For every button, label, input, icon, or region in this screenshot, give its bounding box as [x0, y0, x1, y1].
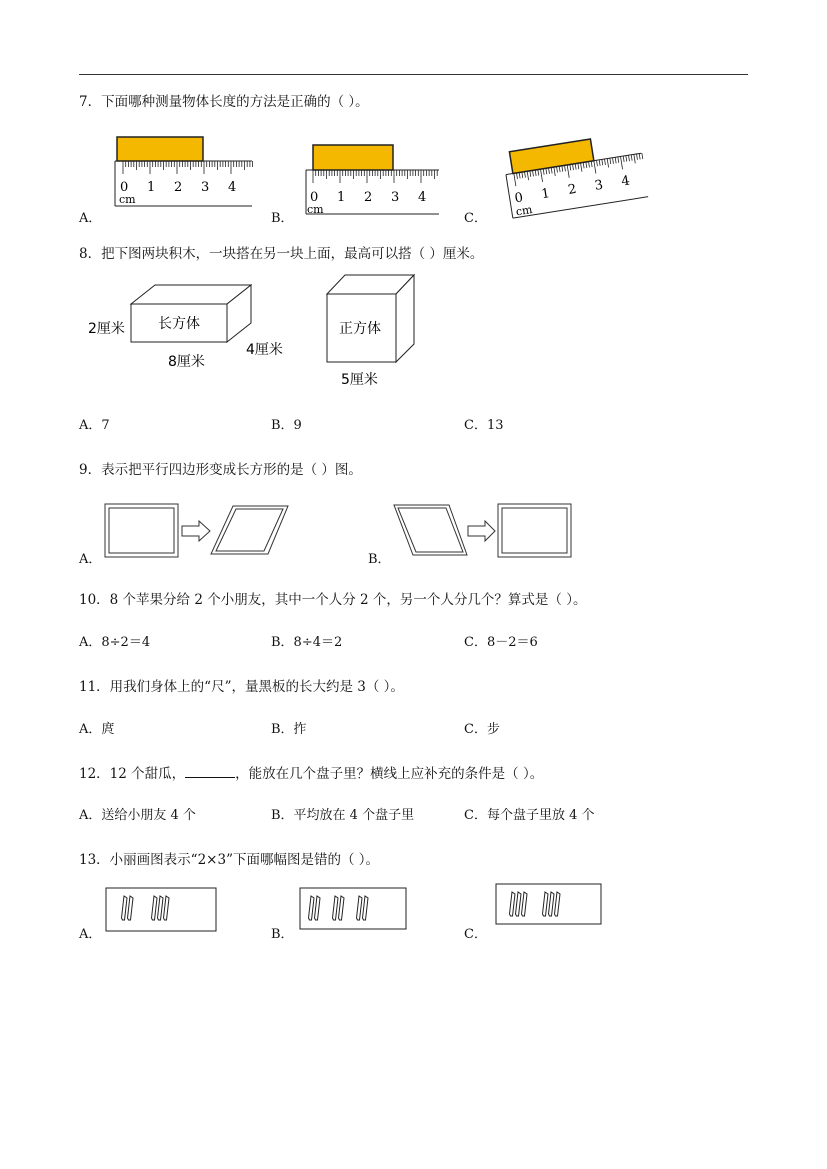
- ruler-tick: [543, 169, 544, 175]
- q7-figure-b: [304, 142, 454, 222]
- q8-cube-figure: [322, 272, 432, 392]
- ruler-tick: [565, 165, 566, 171]
- answer-blank[interactable]: [185, 765, 235, 778]
- ruler-tick: [567, 165, 569, 178]
- tick-label: 1: [337, 190, 346, 205]
- ruler-unit: cm: [307, 203, 324, 216]
- q12-option-a[interactable]: A．送给小朋友 4 个: [79, 808, 196, 823]
- question-13-stem: 13．小丽画图表示“2×3”下面哪幅图是错的（ ）。: [79, 852, 380, 868]
- q13-option-c[interactable]: C．: [464, 927, 487, 942]
- ruler-tick: [605, 159, 606, 165]
- tick-label: 4: [620, 173, 631, 190]
- ruler-tick: [586, 162, 587, 168]
- ruler-tick: [615, 157, 616, 163]
- ruler-tick: [549, 168, 550, 174]
- q13-option-a[interactable]: A．: [79, 927, 102, 942]
- ruler-tick: [581, 163, 582, 172]
- question-10-stem: 10．8 个苹果分给 2 个小朋友，其中一个人分 2 个，另一个人分几个？算式是（ ）。: [79, 592, 587, 608]
- q9-option-a[interactable]: A．: [79, 552, 102, 567]
- ruler-tick: [541, 169, 543, 182]
- tick-label: 4: [228, 180, 237, 195]
- q12-stem-before: 12．12 个甜瓜，: [79, 766, 186, 782]
- arrow-icon: [468, 521, 495, 541]
- ruler-tick: [642, 153, 643, 159]
- cuboid-width-label: 4厘米: [246, 342, 283, 358]
- q9-figure-a: [103, 502, 293, 562]
- ruler-tick: [610, 158, 611, 164]
- ruler-tick: [589, 162, 590, 168]
- tick-label: 3: [201, 180, 210, 195]
- tick-label: 3: [593, 177, 605, 194]
- ruler-tick: [573, 164, 574, 170]
- ruler-tick: [535, 170, 536, 176]
- ruler-tick: [621, 156, 623, 169]
- ruler-tick: [538, 170, 539, 176]
- q13-figure-b: [298, 886, 410, 934]
- ruler-tick: [517, 173, 518, 179]
- ruler-tick: [634, 154, 635, 163]
- tick-label: 3: [391, 190, 400, 205]
- question-8-stem: 8．把下图两块积木，一块搭在另一块上面，最高可以搭（ ）厘米。: [79, 246, 484, 262]
- ruler-unit: cm: [119, 193, 136, 206]
- ruler-tick: [607, 159, 608, 168]
- ruler-tick: [618, 157, 619, 163]
- q8-cuboid-figure: [85, 282, 305, 382]
- tick-label: 1: [147, 180, 156, 195]
- header-rule: [79, 74, 748, 75]
- ruler-tick: [631, 155, 632, 161]
- tick-label: 2: [174, 180, 183, 195]
- tick-label: 2: [364, 190, 373, 205]
- q11-option-c[interactable]: C．步: [464, 722, 500, 737]
- q7-figure-c: [504, 136, 654, 219]
- ruler-tick: [546, 168, 547, 174]
- ruler-tick: [554, 167, 555, 176]
- q13-option-b[interactable]: B．: [271, 927, 294, 942]
- ruler-tick: [639, 154, 640, 160]
- tick-label: 0: [513, 190, 525, 207]
- ruler-tick: [629, 155, 630, 161]
- cube-edge-label: 5厘米: [341, 372, 378, 388]
- q10-option-a[interactable]: A．8÷2＝4: [79, 635, 151, 650]
- ruler-tick: [559, 166, 560, 172]
- question-9-stem: 9．表示把平行四边形变成长方形的是（ ）图。: [79, 462, 362, 478]
- ruler-tick: [637, 154, 638, 160]
- q9-figure-b: [391, 502, 581, 562]
- ruler-tick: [570, 165, 571, 171]
- ruler-tick: [562, 166, 563, 172]
- ruler-tick: [557, 167, 558, 173]
- ruler-tick: [599, 160, 600, 166]
- ruler-tick: [597, 160, 598, 166]
- q12-option-b[interactable]: B．平均放在 4 个盘子里: [271, 808, 415, 823]
- q13-figure-c: [494, 882, 606, 930]
- q7-option-b[interactable]: B．: [271, 211, 294, 226]
- ruler-tick: [626, 156, 627, 162]
- cuboid-length-label: 8厘米: [168, 354, 205, 370]
- tick-label: 2: [567, 181, 578, 198]
- tick-label: 4: [418, 190, 427, 205]
- ruler-tick: [594, 161, 596, 174]
- q12-stem-after: ，能放在几个盘子里？横线上应补充的条件是（ ）。: [235, 766, 544, 782]
- q11-option-a[interactable]: A．庹: [79, 722, 115, 737]
- arrow-icon: [182, 521, 210, 541]
- ruler-tick: [591, 161, 592, 167]
- measured-block: [117, 137, 203, 161]
- tick-label: 0: [120, 180, 129, 195]
- question-7-stem: 7．下面哪种测量物体长度的方法是正确的（ ）。: [79, 94, 369, 110]
- q12-option-c[interactable]: C．每个盘子里放 4 个: [464, 808, 595, 823]
- q10-option-c[interactable]: C．8－2＝6: [464, 635, 538, 650]
- ruler-tick: [519, 173, 520, 179]
- tick-label: 1: [540, 186, 551, 203]
- q8-option-a[interactable]: A．7: [79, 418, 110, 433]
- q7-figure-a: [112, 132, 262, 212]
- q7-option-c[interactable]: C．: [464, 211, 487, 226]
- ruler-tick: [522, 172, 523, 178]
- ruler-tick: [527, 171, 528, 180]
- q11-option-b[interactable]: B．拃: [271, 722, 307, 737]
- question-12-stem: [79, 762, 543, 782]
- ruler-tick: [613, 158, 614, 164]
- ruler-tick: [575, 164, 576, 170]
- ruler-tick: [530, 171, 531, 177]
- ruler-tick: [602, 159, 603, 165]
- q7-option-a[interactable]: A．: [79, 211, 102, 226]
- ruler-tick: [533, 170, 534, 176]
- ruler-tick: [578, 163, 579, 169]
- q8-option-c[interactable]: C．13: [464, 418, 504, 433]
- tick-label: 0: [310, 190, 319, 205]
- q8-option-b[interactable]: B．9: [271, 418, 302, 433]
- ruler-tick: [514, 173, 516, 186]
- measured-block: [313, 145, 393, 170]
- cuboid-height-label: 2厘米: [88, 321, 125, 337]
- ruler-unit: cm: [514, 203, 534, 219]
- cube-label: 正方体: [339, 321, 381, 337]
- cuboid-label: 长方体: [158, 316, 200, 332]
- ruler-tick: [525, 172, 526, 178]
- ruler-tick: [623, 156, 624, 162]
- ruler-tick: [583, 162, 584, 168]
- question-11-stem: 11．用我们身体上的“尺”，量黑板的长大约是 3（ ）。: [79, 679, 404, 695]
- q13-figure-a: [104, 886, 219, 934]
- q9-option-b[interactable]: B．: [368, 552, 391, 567]
- q10-option-b[interactable]: B．8÷4＝2: [271, 635, 343, 650]
- ruler-tick: [551, 167, 552, 173]
